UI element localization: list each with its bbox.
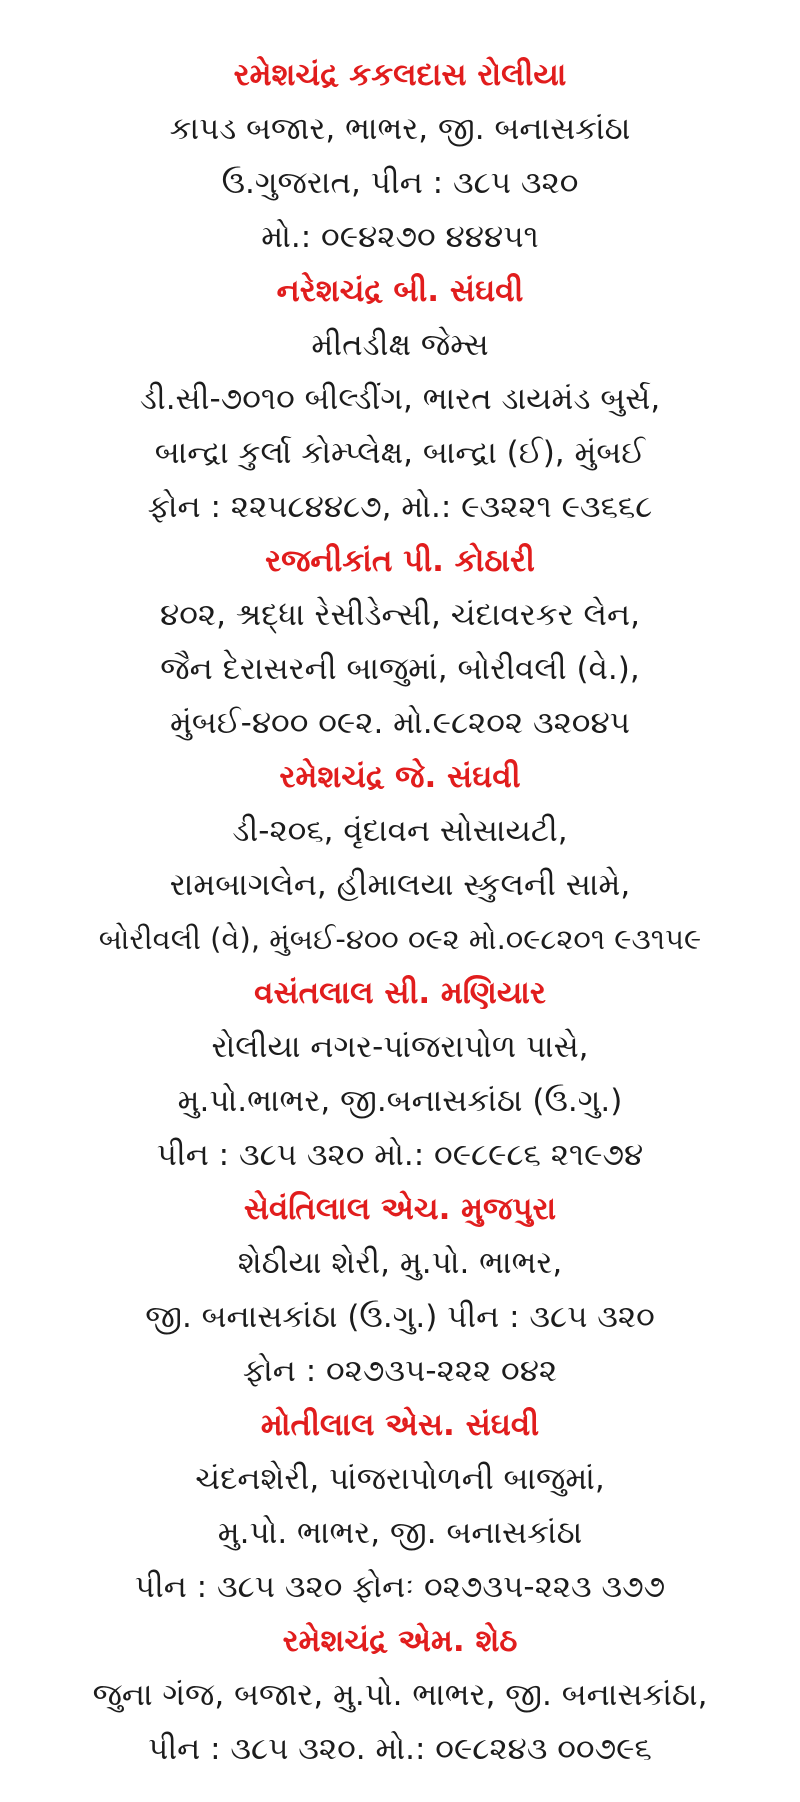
contact-entry <box>0 48 800 264</box>
phone-line: મો.: ૦૯૪૨૭૦ ૪૪૪૫૧ <box>261 219 539 255</box>
phone-line: ફોન : ૦૨૭૩૫-૨૨૨ ૦૪૨ <box>242 1353 558 1389</box>
contact-name: સેવંતિલાલ એચ. મુજપુરા <box>243 1191 557 1227</box>
contact-name: રજનીકાંત પી. કોઠારી <box>265 543 535 579</box>
contact-name: રમેશચંદ્ર એમ. શેઠ <box>282 1623 518 1659</box>
contact-entry <box>0 264 800 534</box>
address-line: રામબાગલેન, હીમાલયા સ્કુલની સામે, <box>169 867 631 903</box>
phone-line: પીન : ૩૮૫ ૩૨૦ મો.: ૦૯૮૯૮૬ ૨૧૯૭૪ <box>156 1137 644 1173</box>
contact-name: નરેશચંદ્ર બી. સંઘવી <box>276 273 524 309</box>
address-line: જી. બનાસકાંઠા (ઉ.ગુ.) પીન : ૩૮૫ ૩૨૦ <box>145 1299 655 1335</box>
contact-name: વસંતલાલ સી. મણિયાર <box>254 975 546 1011</box>
contact-name: રમેશચંદ્ર કકલદાસ રોલીયા <box>233 57 567 93</box>
address-line: મુ.પો. ભાભર, જી. બનાસકાંઠા <box>217 1515 583 1551</box>
address-line: ડી.સી-૭૦૧૦ બીલ્ડીંગ, ભારત ડાયમંડ બુર્સ, <box>139 381 661 417</box>
contact-name: મોતીલાલ એસ. સંઘવી <box>260 1407 540 1443</box>
phone-line: બોરીવલી (વે), મુંબઈ-૪૦૦ ૦૯૨ મો.૦૯૮૨૦૧ ૯૩૧૫૯ <box>98 922 702 956</box>
company-line: મીતડીક્ષ જેમ્સ <box>311 327 489 363</box>
contact-entry <box>0 1182 800 1398</box>
contact-entry <box>0 750 800 966</box>
contact-name: રમેશચંદ્ર જે. સંઘવી <box>279 759 521 795</box>
address-line: ઉ.ગુજરાત, પીન : ૩૮૫ ૩૨૦ <box>221 165 579 201</box>
address-line: કાપડ બજાર, ભાભર, જી. બનાસકાંઠા <box>169 111 631 147</box>
contact-entry <box>0 534 800 750</box>
address-line: ચંદનશેરી, પાંજરાપોળની બાજુમાં, <box>195 1461 605 1497</box>
contact-entry <box>0 966 800 1182</box>
phone-line: મુંબઈ-૪૦૦ ૦૯૨. મો.૯૮૨૦૨ ૩૨૦૪૫ <box>169 705 631 741</box>
address-line: બાન્દ્રા કુર્લા કોમ્પ્લેક્ષ, બાન્દ્રા (ઈ), મુંબઈ <box>154 435 646 471</box>
contact-entry <box>0 1398 800 1614</box>
phone-line: ફોન : ૨૨૫૮૪૪૮૭, મો.: ૯૩૨૨૧ ૯૩૬૬૮ <box>147 489 653 525</box>
address-line: ૪૦૨, શ્રદ્ધા રેસીડેન્સી, ચંદાવરકર લેન, <box>160 597 640 633</box>
address-line: શેઠીયા શેરી, મુ.પો. ભાભર, <box>237 1245 563 1281</box>
address-line: રોલીયા નગર-પાંજરાપોળ પાસે, <box>211 1029 589 1065</box>
phone-line: પીન : ૩૮૫ ૩૨૦. મો.: ૦૯૮૨૪૩ ૦૦૭૯૬ <box>148 1731 652 1767</box>
address-line: ડી-૨૦૬, વૃંદાવન સોસાયટી, <box>232 813 568 849</box>
contact-entry <box>0 1614 800 1776</box>
address-line: જૈન દેરાસરની બાજુમાં, બોરીવલી (વે.), <box>160 651 640 687</box>
address-line: મુ.પો.ભાભર, જી.બનાસકાંઠા (ઉ.ગુ.) <box>177 1083 623 1119</box>
address-line: જુના ગંજ, બજાર, મુ.પો. ભાભર, જી. બનાસકાંઠા, <box>92 1677 708 1713</box>
phone-line: પીન : ૩૮૫ ૩૨૦ ફોનઃ ૦૨૭૩૫-૨૨૩ ૩૭૭ <box>134 1569 666 1605</box>
